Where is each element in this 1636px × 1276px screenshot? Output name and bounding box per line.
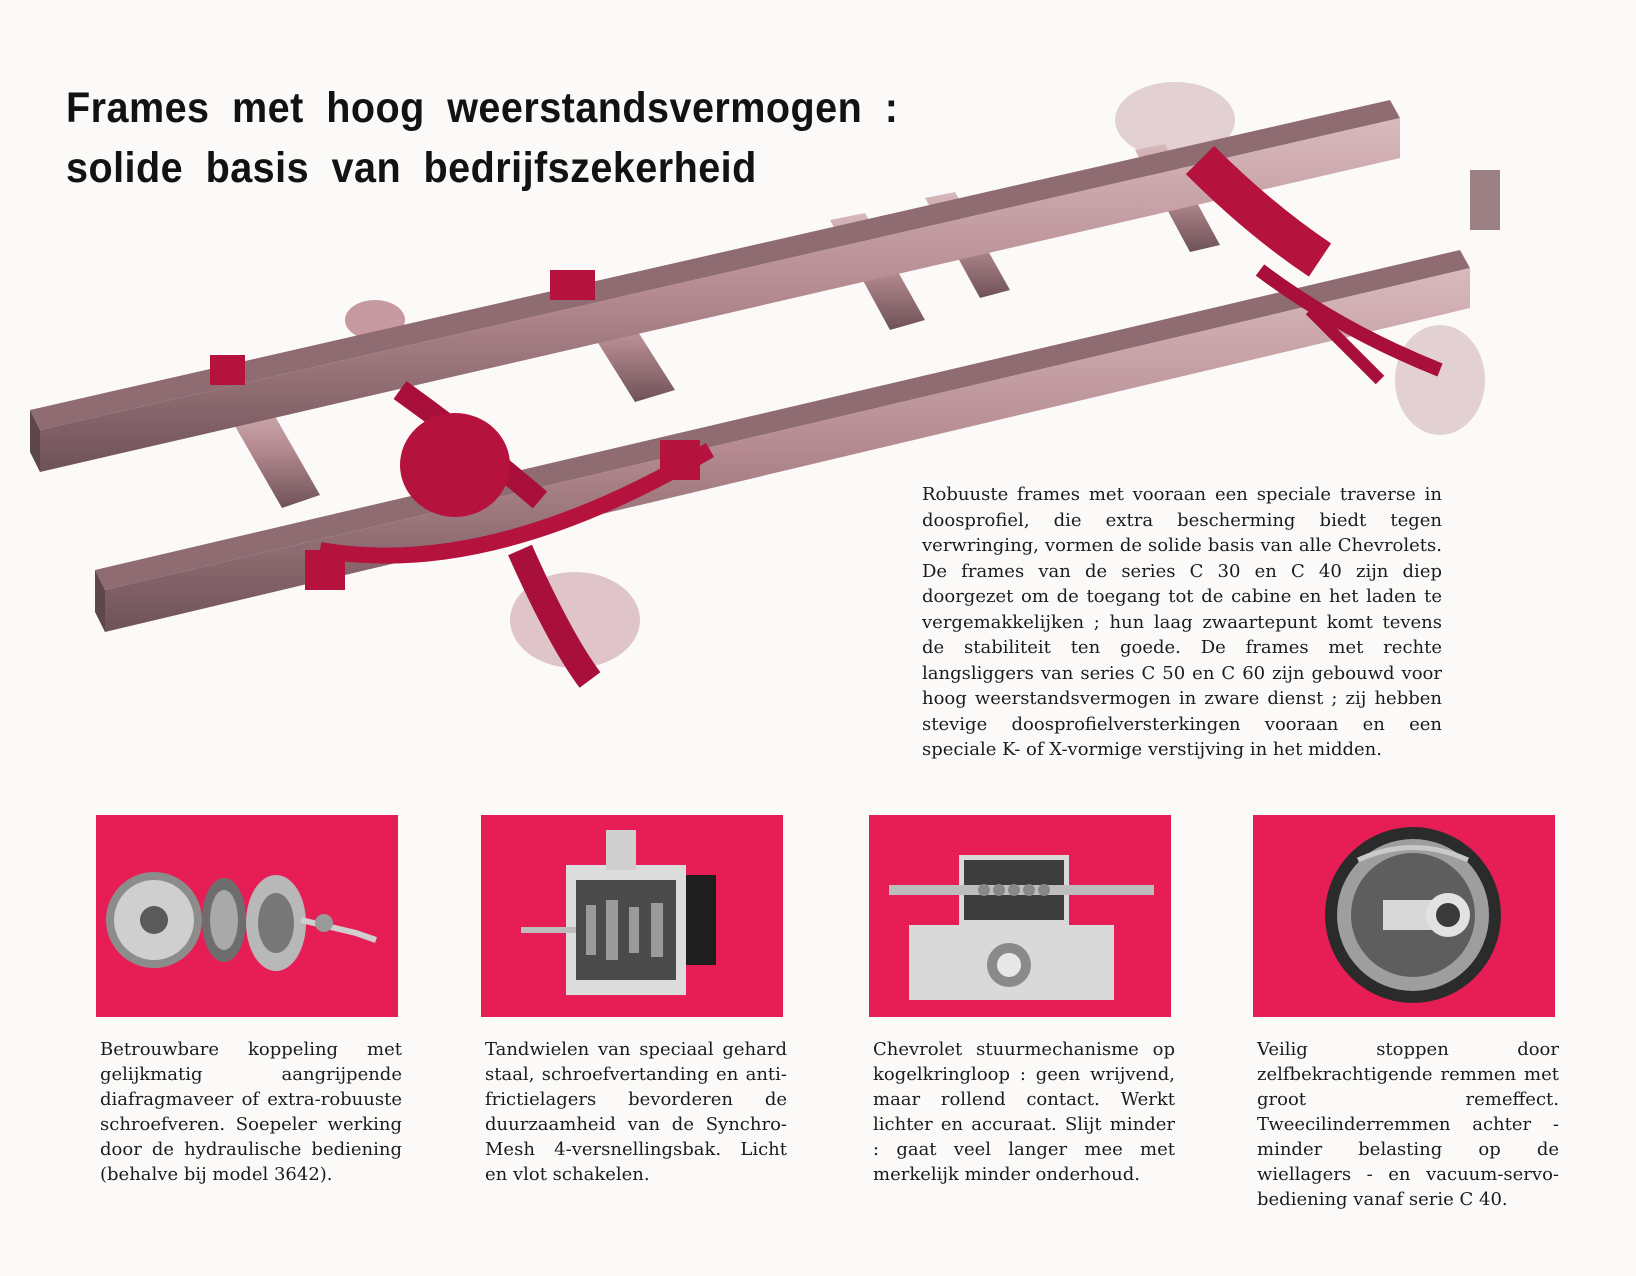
gearbox-caption: Tandwielen van speciaal gehard staal, schroefvertanding en anti-frictielagers bevorderen de duurzaamheid van de Synchro-Mesh 4-versnellingsbak. Licht en vlot schakelen. bbox=[485, 1039, 787, 1185]
clutch-caption: Betrouwbare koppeling met gelijkmatig aangrijpende diafragmaveer of extra-robuuste schroefveren. Soepeler werking door de hydraulische bediening (behalve bij model 3642). bbox=[100, 1039, 402, 1185]
brake-drum-illustration bbox=[1253, 815, 1555, 1017]
steering-gear-illustration bbox=[869, 815, 1171, 1017]
gearbox-illustration bbox=[481, 815, 783, 1017]
brakes-caption: Veilig stoppen door zelfbekrachtigende remmen met groot remeffect. Tweecilinderremmen achter - minder belasting op de wiellagers - en vacuum-servo-bediening vanaf serie C 40. bbox=[1257, 1039, 1559, 1210]
frames-description: Robuuste frames met vooraan een speciale traverse in doosprofiel, die extra bescherming biedt tegen verwringing, vormen de solide basis van alle Chevrolets. De frames van de series C 30 en C 40 zijn diep doorgezet om de toegang tot de cabine en het laden te vergemakkelijken ; hun laag zwaartepunt komt tevens de stabiliteit ten goede. De frames met rechte langsliggers van series C 50 en C 60 zijn gebouwd voor hoog weerstandsvermogen in zware dienst ; zij hebben stevige doosprofielversterkingen vooraan en een speciale K- of X-vormige verstijving in het midden. bbox=[922, 484, 1442, 760]
clutch-illustration bbox=[96, 815, 398, 1017]
steering-caption: Chevrolet stuurmechanisme op kogelkringloop : geen wrijvend, maar rollend contact. Werkt lichter en accuraat. Slijt minder : gaat veel langer mee met merkelijk minder onderhoud. bbox=[873, 1039, 1175, 1185]
title-line-2: solide basis van bedrijfszekerheid bbox=[66, 144, 757, 192]
title-line-1: Frames met hoog weerstandsvermogen : bbox=[66, 84, 899, 132]
